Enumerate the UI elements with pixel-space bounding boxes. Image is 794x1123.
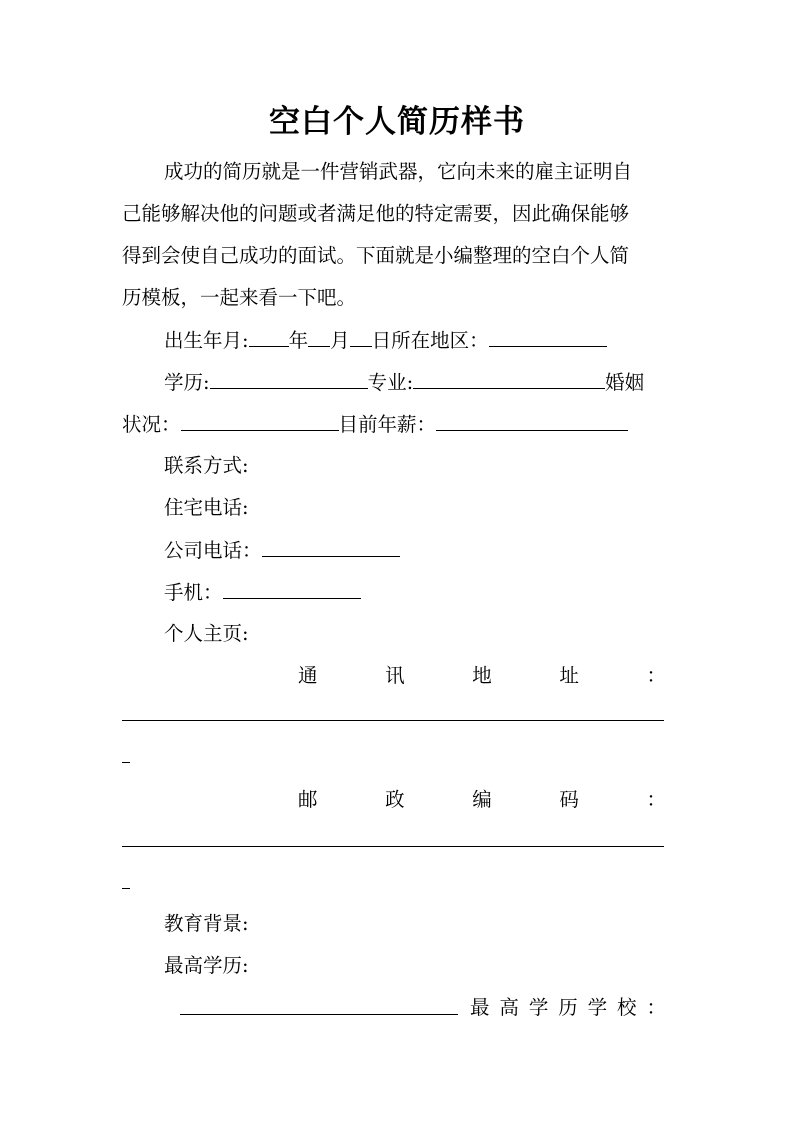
mobile-blank[interactable] — [223, 578, 361, 599]
mobile-row — [164, 578, 668, 607]
document-title: 空白个人简历样书 — [269, 104, 525, 140]
postcode-label — [298, 786, 666, 814]
postcode-blank[interactable] — [122, 846, 664, 847]
year-blank[interactable] — [249, 326, 289, 347]
contact-label: 联系方式: — [164, 454, 249, 477]
school-char: 学 — [587, 996, 608, 1019]
birth-region-row — [164, 326, 668, 355]
school-char: 最 — [470, 996, 490, 1019]
intro-line-3: 得到会使自己成功的面试。下面就是小编整理的空白个人简 — [122, 244, 630, 267]
day-blank[interactable] — [350, 326, 372, 347]
education-blank[interactable] — [210, 368, 368, 389]
address-char: 通 — [298, 664, 318, 687]
school-char: 历 — [558, 996, 578, 1019]
highest-degree-blank[interactable] — [180, 994, 458, 1015]
address-label — [298, 662, 666, 690]
company-phone-blank[interactable] — [262, 536, 400, 557]
address-char: ： — [646, 664, 666, 687]
address-char: 址 — [559, 664, 579, 687]
month-blank[interactable] — [308, 326, 330, 347]
school-char: 校 — [617, 996, 637, 1019]
home-phone-label: 住宅电话: — [164, 496, 249, 519]
intro-line-2: 己能够解决他的问题或者满足他的特定需要，因此确保能够 — [122, 202, 630, 225]
highest-school-label — [470, 994, 666, 1022]
mobile-label: 手机： — [164, 581, 223, 604]
intro-line-1: 成功的简历就是一件营销武器，它向未来的雇主证明自 — [164, 160, 633, 183]
day-region-label: 日所在地区： — [371, 329, 489, 352]
education-label: 学历: — [164, 371, 210, 394]
region-blank[interactable] — [489, 326, 607, 347]
postcode-char: ： — [646, 788, 666, 811]
marriage-label-start: 婚姻 — [605, 371, 645, 394]
company-phone-row — [164, 536, 668, 565]
address-blank-tail[interactable] — [122, 762, 130, 763]
homepage-label: 个人主页: — [164, 622, 249, 645]
year-label: 年 — [288, 329, 309, 352]
address-blank[interactable] — [122, 720, 664, 721]
major-blank[interactable] — [413, 368, 605, 389]
school-char: 学 — [528, 996, 549, 1019]
school-char: 高 — [499, 996, 519, 1019]
marriage-blank[interactable] — [181, 410, 339, 431]
education-row — [164, 368, 668, 397]
postcode-blank-tail[interactable] — [122, 888, 130, 889]
address-char: 地 — [472, 664, 492, 687]
company-phone-label: 公司电话： — [164, 539, 262, 562]
edu-background-label: 教育背景: — [164, 912, 249, 935]
month-label: 月 — [330, 329, 350, 352]
postcode-char: 编 — [472, 788, 492, 811]
address-char: 讯 — [385, 664, 405, 687]
postcode-char: 邮 — [298, 788, 318, 811]
marriage-label-end: 状况： — [122, 413, 181, 436]
birth-label: 出生年月: — [164, 329, 249, 352]
salary-label: 目前年薪： — [338, 413, 437, 436]
school-char: ： — [646, 996, 666, 1019]
salary-blank[interactable] — [436, 410, 628, 431]
postcode-char: 码 — [559, 788, 579, 811]
marriage-salary-row — [122, 410, 668, 439]
major-label: 专业: — [367, 371, 414, 394]
highest-degree-label: 最高学历: — [164, 954, 249, 977]
intro-line-4: 历模板，一起来看一下吧。 — [122, 286, 357, 309]
postcode-char: 政 — [385, 788, 405, 811]
